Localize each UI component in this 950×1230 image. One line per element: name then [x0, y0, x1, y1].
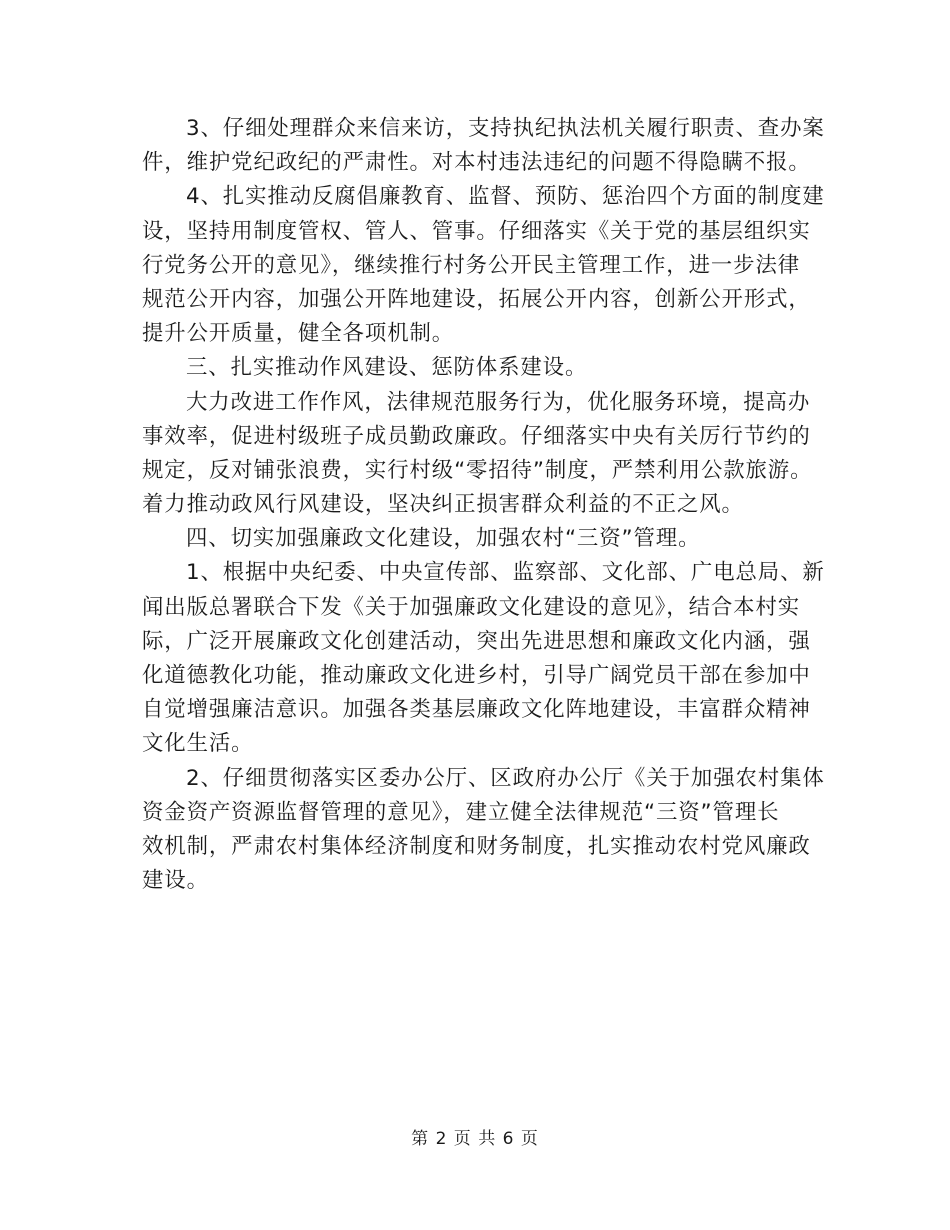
text-line: 文化生活。	[142, 731, 254, 757]
text-line: 化道德教化功能，推动廉政文化进乡村，引导广阔党员干部在参加中	[142, 663, 811, 688]
text-line: 着力推动政风行风建设，坚决纠正损害群众利益的不正之风。	[142, 492, 744, 518]
text-line: 三、扎实推动作风建设、惩防体系建设。	[186, 355, 588, 381]
document-body	[142, 112, 825, 898]
text-line: 规定，反对铺张浪费，实行村级“零招待”制度，严禁利用公款旅游。	[142, 457, 813, 483]
text-line: 建设。	[142, 868, 209, 894]
text-line: 规范公开内容，加强公开阵地建设，拓展公开内容，创新公开形式，	[142, 286, 811, 312]
text-line: 大力改进工作作风，法律规范服务行为，优化服务环境，提高办	[186, 389, 811, 415]
text-line: 际，广泛开展廉政文化创建活动，突出先进思想和廉政文化内涵，强	[142, 628, 811, 654]
text-line: 4、扎实推动反腐倡廉教育、监督、预防、惩治四个方面的制度建	[186, 184, 825, 210]
text-line: 件，维护党纪政纪的严肃性。对本村违法违纪的问题不得隐瞒不报。	[142, 150, 811, 176]
text-line: 设，坚持用制度管权、管人、管事。仔细落实《关于党的基层组织实	[142, 218, 811, 244]
text-line: 自觉增强廉洁意识。加强各类基层廉政文化阵地建设，丰富群众精神	[142, 697, 811, 723]
text-line: 闻出版总署联合下发《关于加强廉政文化建设的意见》，结合本村实	[142, 594, 801, 620]
text-line: 1、根据中央纪委、中央宣传部、监察部、文化部、广电总局、新	[186, 560, 825, 586]
text-line: 资金资产资源监督管理的意见》，建立健全法律规范“三资”管理长	[142, 799, 780, 825]
page-footer: 第 2 页 共 6 页	[411, 1129, 539, 1149]
text-line: 四、切实加强廉政文化建设，加强农村“三资”管理。	[186, 526, 701, 552]
text-line: 2、仔细贯彻落实区委办公厅、区政府办公厅《关于加强农村集体	[186, 765, 825, 791]
text-line: 提升公开质量，健全各项机制。	[142, 321, 455, 347]
text-line: 3、仔细处理群众来信来访，支持执纪执法机关履行职责、查办案	[186, 116, 825, 141]
text-line: 效机制，严肃农村集体经济制度和财务制度，扎实推动农村党风廉政	[142, 833, 811, 859]
text-line: 事效率，促进村级班子成员勤政廉政。仔细落实中央有关厉行节约的	[142, 423, 811, 449]
text-line: 行党务公开的意见》，继续推行村务公开民主管理工作，进一步法律	[142, 252, 801, 278]
